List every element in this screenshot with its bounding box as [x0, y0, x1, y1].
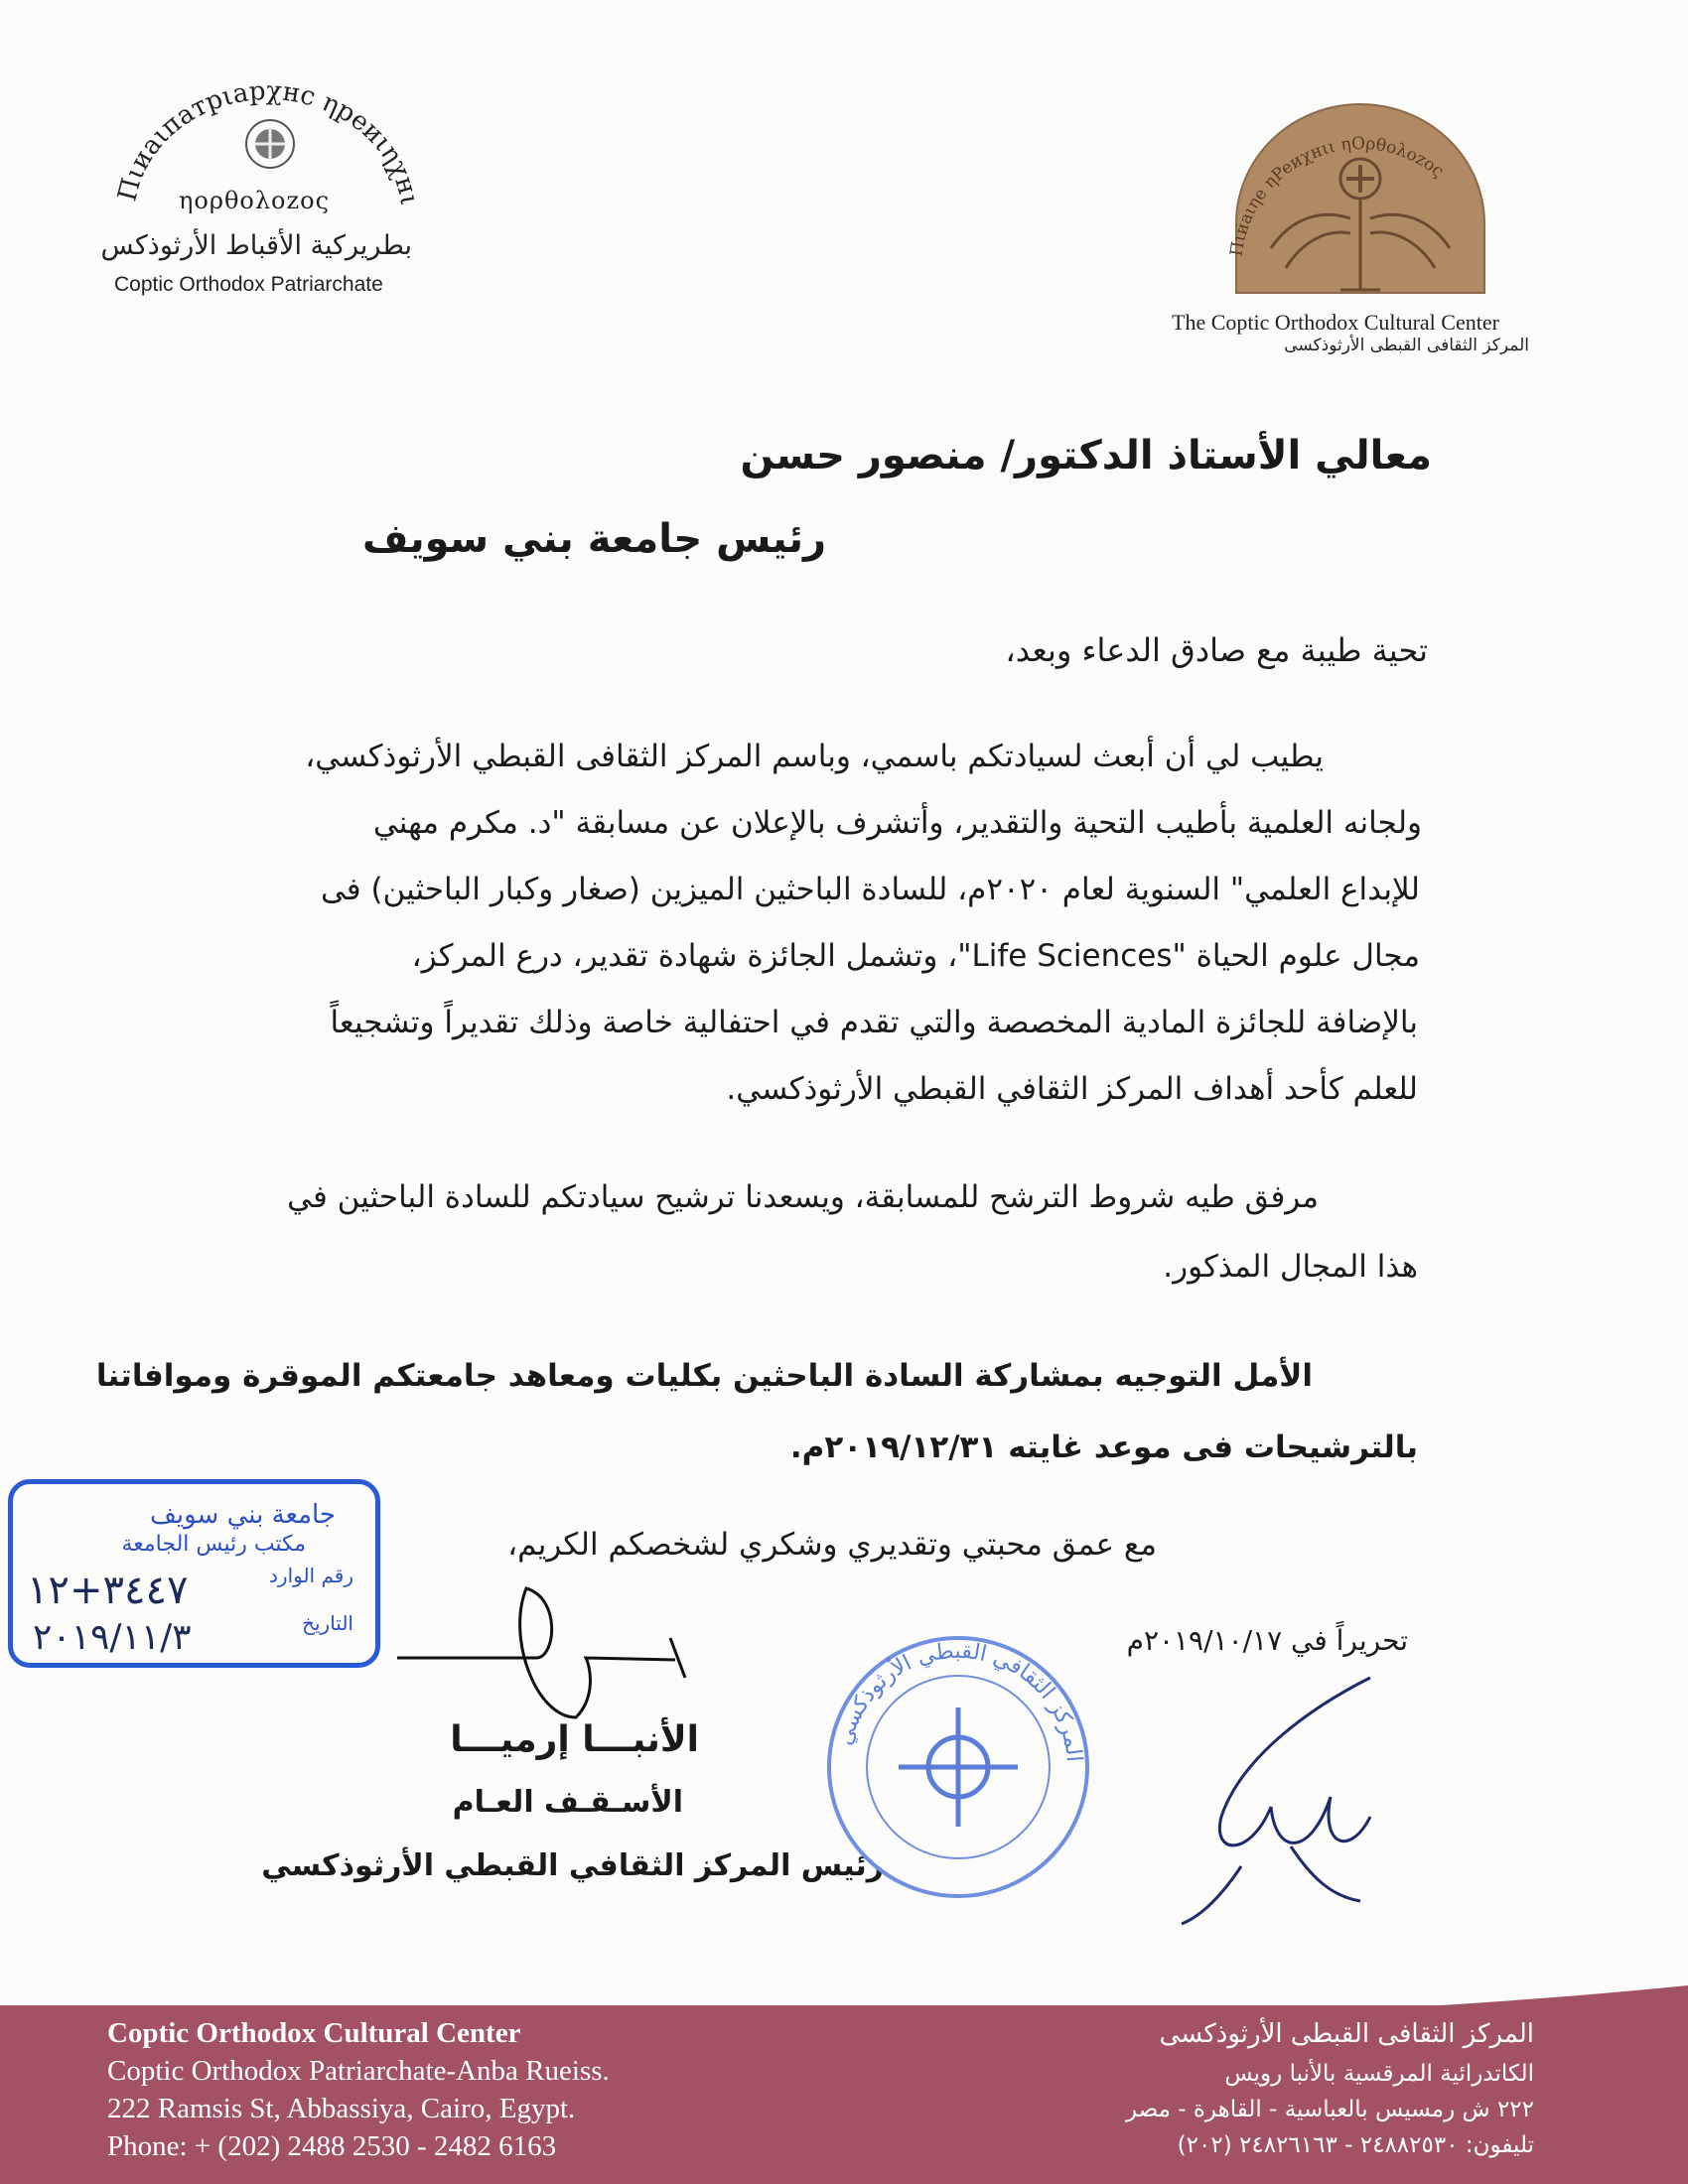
cultural-center-logo [1152, 99, 1569, 357]
signature-scribble-icon [387, 1578, 715, 1727]
received-stamp [8, 1479, 380, 1668]
stamp-office: مكتب رئيس الجامعة [121, 1532, 306, 1557]
stamp-incoming-label: رقم الوارد [269, 1564, 353, 1587]
footer-phone-ar: تليفون: ٢٤٨٨٢٥٣٠ - ٢٤٨٢٦١٦٣ (٢٠٢) [1177, 2132, 1534, 2158]
paragraph-3-line: الأمل التوجيه بمشاركة السادة الباحثين بكليات ومعاهد جامعتكم الموقرة وموافاتنا [95, 1358, 1313, 1394]
footer-org-name: Coptic Orthodox Cultural Center [107, 2017, 521, 2049]
closing-line: مع عمق محبتي وتقديري وشكري لشخصكم الكريم، [507, 1527, 1157, 1563]
addressee-title: معالي الأستاذ الدكتور/ منصور حسن [740, 433, 1432, 478]
footer-address-line: 222 Ramsis St, Abbassiya, Cairo, Egypt. [107, 2093, 576, 2124]
addressee-position: رئيس جامعة بني سويف [361, 516, 826, 562]
stamp-date-label: التاريخ [302, 1611, 353, 1635]
signatory-role: رئيس المركز الثقافي القبطي الأرثوذكسي [261, 1848, 884, 1883]
paragraph-1-line: يطيب لي أن أبعث لسيادتكم باسمي، وباسم المركز الثقافى القبطي الأرثوذكسي، [305, 739, 1324, 774]
paragraph-2-line: هذا المجال المذكور. [1163, 1249, 1418, 1285]
paragraph-1-line: بالإضافة للجائزة المادية المخصصة والتي تقدم في احتفالية خاصة وذلك تقديراً وتشجيعاً [330, 1005, 1418, 1040]
right-logo-arc-text: Пιиaιηe ηPeиχнιι ηΟρθολοzος [1226, 133, 1448, 258]
right-logo-caption-ar: المركز الثقافى القبطى الأرثوذكسى [1284, 336, 1529, 355]
left-logo-coptic-arc: Пιиaιпaтpιapχнс ηpeиιηχнι [112, 75, 425, 207]
round-seal-text: المركز الثقافي القبطي الأرثوذكسي [832, 1638, 1086, 1763]
footer-address-line-ar: ٢٢٢ ش رمسيس بالعباسية - القاهرة - مصر [1126, 2097, 1534, 2122]
paragraph-1-line: للعلم كأحد أهداف المركز الثقافي القبطي الأرثوذكسي. [726, 1071, 1418, 1107]
footer-address-line-ar: الكاتدرائية المرقسية بالأنبا رويس [1224, 2061, 1534, 2087]
stamp-number: ٣٤٤٧+١٢ [27, 1568, 189, 1613]
left-logo-arabic: بطريركية الأقباط الأرثوذكس [100, 230, 412, 261]
stamp-date: ٢٠١٩/١١/٣ [33, 1617, 192, 1658]
paragraph-2-line: مرفق طيه شروط الترشح للمسابقة، ويسعدنا ترشيح سيادتكم للسادة الباحثين في [287, 1179, 1319, 1215]
signatory-title: الأسـقـف العـام [452, 1785, 683, 1820]
signatory-name: الأنبـــا إرميـــا [450, 1719, 699, 1760]
paragraph-1-line: مجال علوم الحياة "Life Sciences"، وتشمل الجائزة شهادة تقدير، درع المركز، [411, 938, 1420, 974]
handwritten-signature-icon [1162, 1668, 1410, 1926]
patriarchate-logo [100, 69, 432, 318]
paragraph-1-line: ولجانه العلمية بأطيب التحية والتقدير، وأتشرف بالإعلان عن مسابقة "د. مكرم مهني [372, 805, 1422, 841]
stamp-university: جامعة بني سويف [149, 1500, 336, 1530]
left-logo-coptic-word: ηορθολοzος [179, 187, 331, 214]
letter-date: تحريراً في ٢٠١٩/١٠/١٧م [1126, 1624, 1408, 1657]
footer-phone: Phone: + (202) 2488 2530 - 2482 6163 [107, 2130, 557, 2162]
left-logo-caption: Coptic Orthodox Patriarchate [114, 273, 383, 296]
footer-org-name-ar: المركز الثقافى القبطى الأرثوذكسى [1159, 2019, 1534, 2049]
paragraph-3-line: بالترشيحات فى موعد غايته ٢٠١٩/١٢/٣١م. [789, 1430, 1418, 1465]
right-logo-caption-en: The Coptic Orthodox Cultural Center [1172, 310, 1499, 335]
footer-address-line: Coptic Orthodox Patriarchate-Anba Rueiss. [107, 2055, 610, 2087]
footer-band [0, 2005, 1688, 2184]
paragraph-1-line: للإبداع العلمي" السنوية لعام ٢٠٢٠م، للسادة الباحثين الميزين (صغار وكبار الباحثين) فى [320, 872, 1420, 907]
greeting: تحية طيبة مع صادق الدعاء وبعد، [1005, 631, 1428, 669]
round-seal-icon [814, 1628, 1102, 1906]
cultural-center-emblem-icon [1152, 99, 1569, 308]
